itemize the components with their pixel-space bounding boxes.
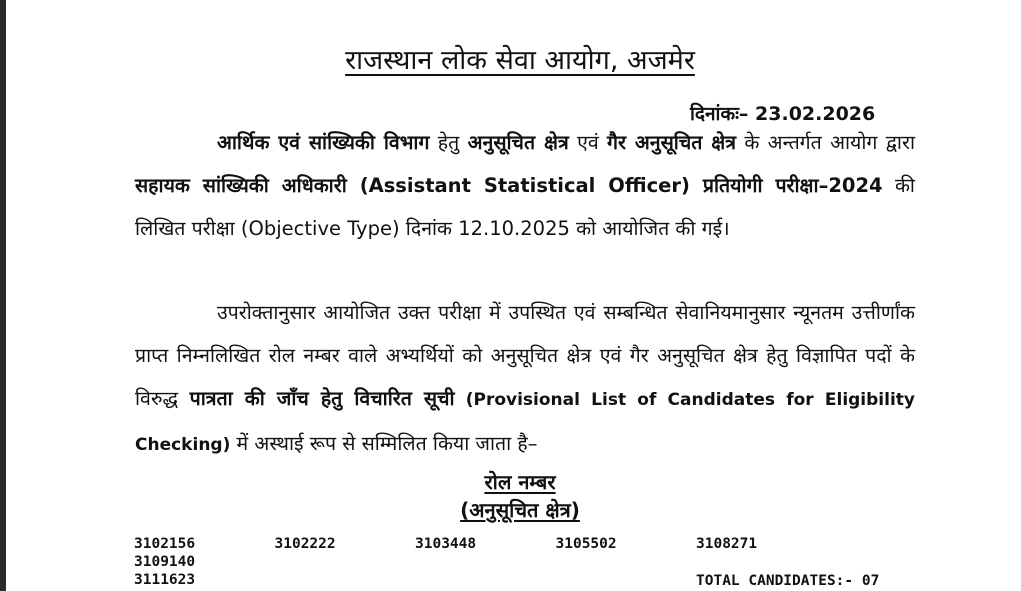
roll-number: 3109140 (134, 554, 196, 570)
roll-number: 3102222 (274, 536, 336, 552)
roll-number: 3108271 (696, 536, 758, 552)
roll-number-heading: रोल नम्बर (484, 470, 556, 494)
roll-number: 3103448 (415, 536, 477, 552)
department-name: आर्थिक एवं सांख्यिकी विभाग (217, 131, 430, 154)
roll-number: 3102156 (134, 536, 196, 552)
para2-text-2: में अस्थाई रूप से सम्मिलित किया जाता है– (230, 432, 538, 455)
para1-text-2: एवं (568, 131, 608, 154)
roll-number: 3105502 (555, 536, 617, 552)
eligibility-list-english: (Provisional List of Candidates for Eligibility Checking) (135, 390, 915, 455)
date-label: दिनांकः– (690, 103, 749, 125)
scheduled-area-label: अनुसूचित क्षेत्र (467, 131, 569, 154)
page-title: राजस्थान लोक सेवा आयोग, अजमेर (345, 45, 695, 76)
para2-text-1: उपरोक्तानुसार आयोजित उक्त परीक्षा में उपस्थित एवं सम्बन्धित सेवानियमानुसार न्यूनतम उत्तीर्णांक प्राप्त निम्नलिखित रोल नम्बर वाले अभ्यर्थियों को अनुसूचित क्षेत्र एवं गैर अनुसूचित क्षेत्र हेतु विज्ञापित पदों के विरुद्ध (135, 301, 915, 410)
result-paragraph (135, 291, 915, 467)
exam-name: सहायक सांख्यिकी अधिकारी (Assistant Statistical Officer) प्रतियोगी परीक्षा–2024 (135, 174, 883, 197)
roll-number: 3111623 (134, 572, 196, 588)
date-value: 23.02.2026 (755, 103, 876, 125)
para1-text-4: की लिखित परीक्षा (Objective Type) दिनांक 12.10.2025 को आयोजित की गई। (135, 174, 915, 240)
total-candidates: TOTAL CANDIDATES:- 07 (696, 573, 880, 589)
para1-text-3: के अन्तर्गत आयोग द्वारा (736, 131, 915, 154)
intro-paragraph (135, 121, 915, 250)
roll-number-subheading: (अनुसूचित क्षेत्र) (460, 498, 580, 522)
non-scheduled-area-label: गैर अनुसूचित क्षेत्र (607, 131, 737, 154)
eligibility-list-label: पात्रता की जाँच हेतु विचारित सूची (189, 387, 455, 410)
para1-text-1: हेतु (429, 131, 468, 154)
